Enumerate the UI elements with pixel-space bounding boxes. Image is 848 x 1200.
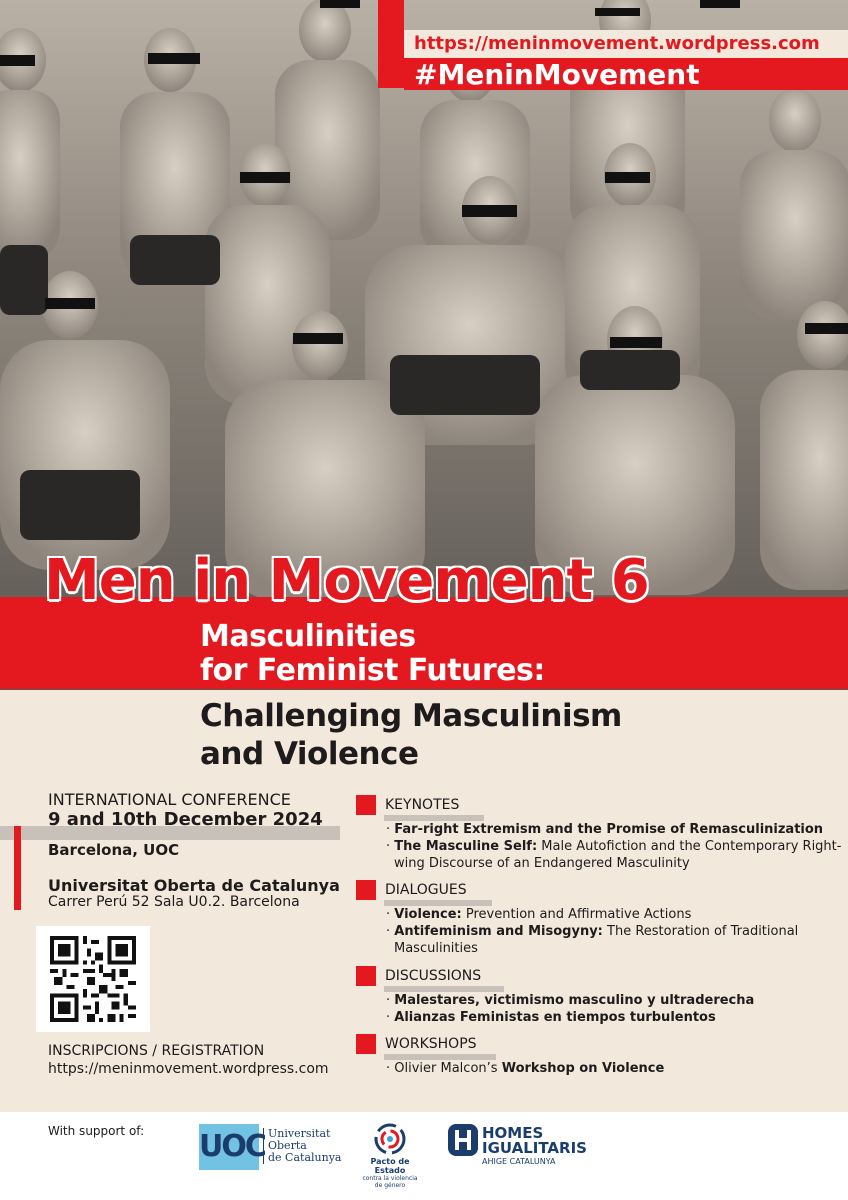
uoc-logo-text: [263, 1128, 341, 1164]
list-item: · Malestares, victimismo masculino y ultraderecha: [386, 993, 755, 1008]
pacto-line-1: Pacto de Estado: [370, 1157, 410, 1175]
subtitle-line-4: and Violence: [200, 736, 419, 772]
qr-code[interactable]: [36, 926, 150, 1032]
dialogues-marker: [356, 880, 376, 900]
uoc-line-3: de Catalunya: [268, 1151, 342, 1164]
list-item: · Antifeminism and Misogyny: The Restoration of Traditional Masculinities: [386, 924, 799, 956]
subtitle-line-2: for Feminist Futures:: [200, 653, 545, 688]
subtitle-line-3: Challenging Masculinism: [200, 698, 622, 734]
discussions-list: [386, 992, 846, 1026]
keynotes-title: KEYNOTES: [385, 797, 460, 813]
workshop-1-title: Workshop on Violence: [501, 1061, 665, 1076]
uoc-line-2: Oberta: [268, 1139, 307, 1152]
header-red-accent: [378, 0, 404, 88]
pacto-de-estado-icon: [373, 1122, 407, 1156]
venue-address: Carrer Perú 52 Sala U0.2. Barcelona: [48, 894, 300, 910]
uoc-logo[interactable]: UOC: [199, 1124, 259, 1170]
dialogue-1-desc: Prevention and Affirmative Actions: [465, 907, 692, 922]
dialogue-1-title: Violence:: [394, 907, 462, 922]
subtitle-white: [200, 620, 545, 688]
keynotes-marker: [356, 795, 376, 815]
list-item: · Olivier Malcon’s Workshop on Violence: [386, 1061, 665, 1076]
discussion-1-title: Malestares, victimismo masculino y ultraderecha: [394, 993, 755, 1008]
discussion-2-title: Alianzas Feministas en tiempos turbulentos: [394, 1010, 716, 1025]
workshops-list: [386, 1060, 846, 1077]
keynote-1-title: Far-right Extremism and the Promise of Remasculinization: [394, 822, 824, 837]
homes-igualitaris-icon: [448, 1124, 478, 1156]
subtitle-line-1: Masculinities: [200, 619, 416, 654]
pacto-line-2: contra la violencia de género: [362, 1175, 418, 1189]
homes-line-2: IGUALITARIS: [482, 1139, 587, 1157]
list-item: · Violence: Prevention and Affirmative Actions: [386, 907, 692, 922]
homes-subtitle: AHIGE CATALUNYA: [482, 1157, 556, 1166]
uoc-line-1: Universitat: [268, 1127, 331, 1140]
discussions-marker: [356, 966, 376, 986]
list-item: · Far-right Extremism and the Promise of Remasculinization: [386, 822, 824, 837]
subtitle-dark: [200, 697, 622, 773]
pacto-de-estado-logo[interactable]: [358, 1157, 422, 1189]
homes-line-1: HOMES: [482, 1124, 544, 1142]
registration-url[interactable]: https://meninmovement.wordpress.com: [48, 1061, 329, 1077]
dialogue-2-title: Antifeminism and Misogyny:: [394, 924, 603, 939]
keynote-2-title: The Masculine Self:: [394, 839, 538, 854]
left-red-accent: [14, 826, 21, 910]
list-item: · The Masculine Self: Male Autofiction and the Contemporary Right-wing Discourse of an Endangered Masculinity: [386, 839, 842, 871]
workshops-marker: [356, 1034, 376, 1054]
dialogue-2-desc: The Restoration of Traditional Masculinities: [394, 924, 799, 956]
event-city: Barcelona, UOC: [48, 841, 180, 859]
dialogues-title: DIALOGUES: [385, 882, 467, 898]
discussions-title: DISCUSSIONS: [385, 968, 482, 984]
dialogues-list: [386, 906, 846, 957]
keynote-2-desc: Male Autofiction and the Contemporary Right-wing Discourse of an Endangered Masculinity: [394, 839, 842, 871]
workshops-title: WORKSHOPS: [385, 1036, 477, 1052]
support-label: With support of:: [48, 1124, 145, 1138]
list-item: · Alianzas Feministas en tiempos turbulentos: [386, 1010, 716, 1025]
registration-label: INSCRIPCIONS / REGISTRATION: [48, 1043, 265, 1059]
header-url[interactable]: https://meninmovement.wordpress.com: [404, 30, 848, 58]
venue-name: Universitat Oberta de Catalunya: [48, 876, 340, 895]
keynotes-list: [386, 821, 846, 872]
event-dates: 9 and 10th December 2024: [48, 809, 323, 830]
workshop-1-host: Olivier Malcon’s: [394, 1061, 498, 1076]
header-hashtag: #MeninMovement: [404, 58, 848, 90]
event-type: INTERNATIONAL CONFERENCE: [48, 790, 291, 809]
page-title: Men in Movement 6: [44, 548, 649, 613]
qr-code-icon: [50, 934, 136, 1024]
homes-igualitaris-logo[interactable]: [482, 1126, 587, 1156]
